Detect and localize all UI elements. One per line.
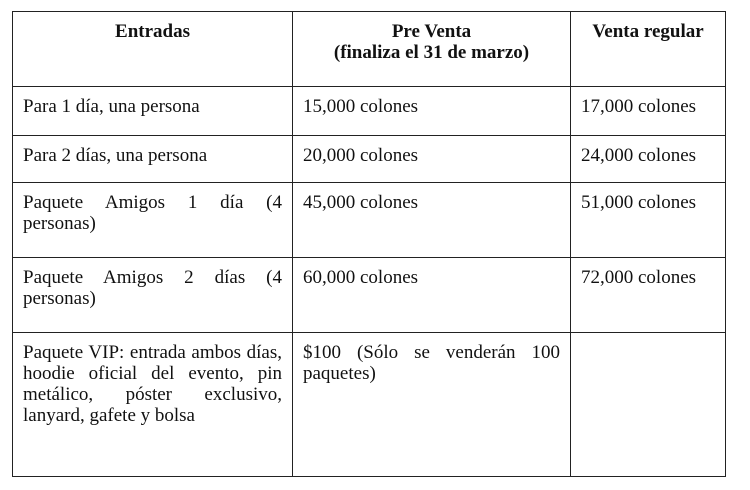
cell-entrada: Paquete Amigos 2 días (4 personas) xyxy=(13,258,293,333)
header-preventa xyxy=(293,12,571,87)
cell-entrada: Paquete Amigos 1 día (4 personas) xyxy=(13,183,293,258)
table-row xyxy=(13,258,726,333)
cell-preventa: 60,000 colones xyxy=(293,258,571,333)
cell-entrada: Para 1 día, una persona xyxy=(13,87,293,136)
table-row xyxy=(13,87,726,136)
cell-regular: 72,000 colones xyxy=(571,258,726,333)
cell-regular: 51,000 colones xyxy=(571,183,726,258)
cell-entrada: Paquete VIP: entrada ambos días, hoodie oficial del evento, pin metálico, póster exclusivo, lanyard, gafete y bolsa xyxy=(13,333,293,477)
header-preventa-title: Pre Venta xyxy=(391,21,472,42)
table-header-row xyxy=(13,12,726,87)
cell-regular: 24,000 colones xyxy=(571,136,726,183)
header-preventa-deadline: (finaliza el 31 de marzo) xyxy=(333,42,530,63)
header-venta-regular: Venta regular xyxy=(571,12,726,87)
cell-preventa: 15,000 colones xyxy=(293,87,571,136)
table-row xyxy=(13,333,726,477)
cell-entrada: Para 2 días, una persona xyxy=(13,136,293,183)
cell-preventa: $100 (Sólo se venderán 100 paquetes) xyxy=(293,333,571,477)
table-row xyxy=(13,183,726,258)
table-row xyxy=(13,136,726,183)
header-entradas: Entradas xyxy=(13,12,293,87)
cell-regular: 17,000 colones xyxy=(571,87,726,136)
cell-preventa: 45,000 colones xyxy=(293,183,571,258)
cell-preventa: 20,000 colones xyxy=(293,136,571,183)
ticket-pricing-table xyxy=(12,11,726,477)
cell-regular xyxy=(571,333,726,477)
